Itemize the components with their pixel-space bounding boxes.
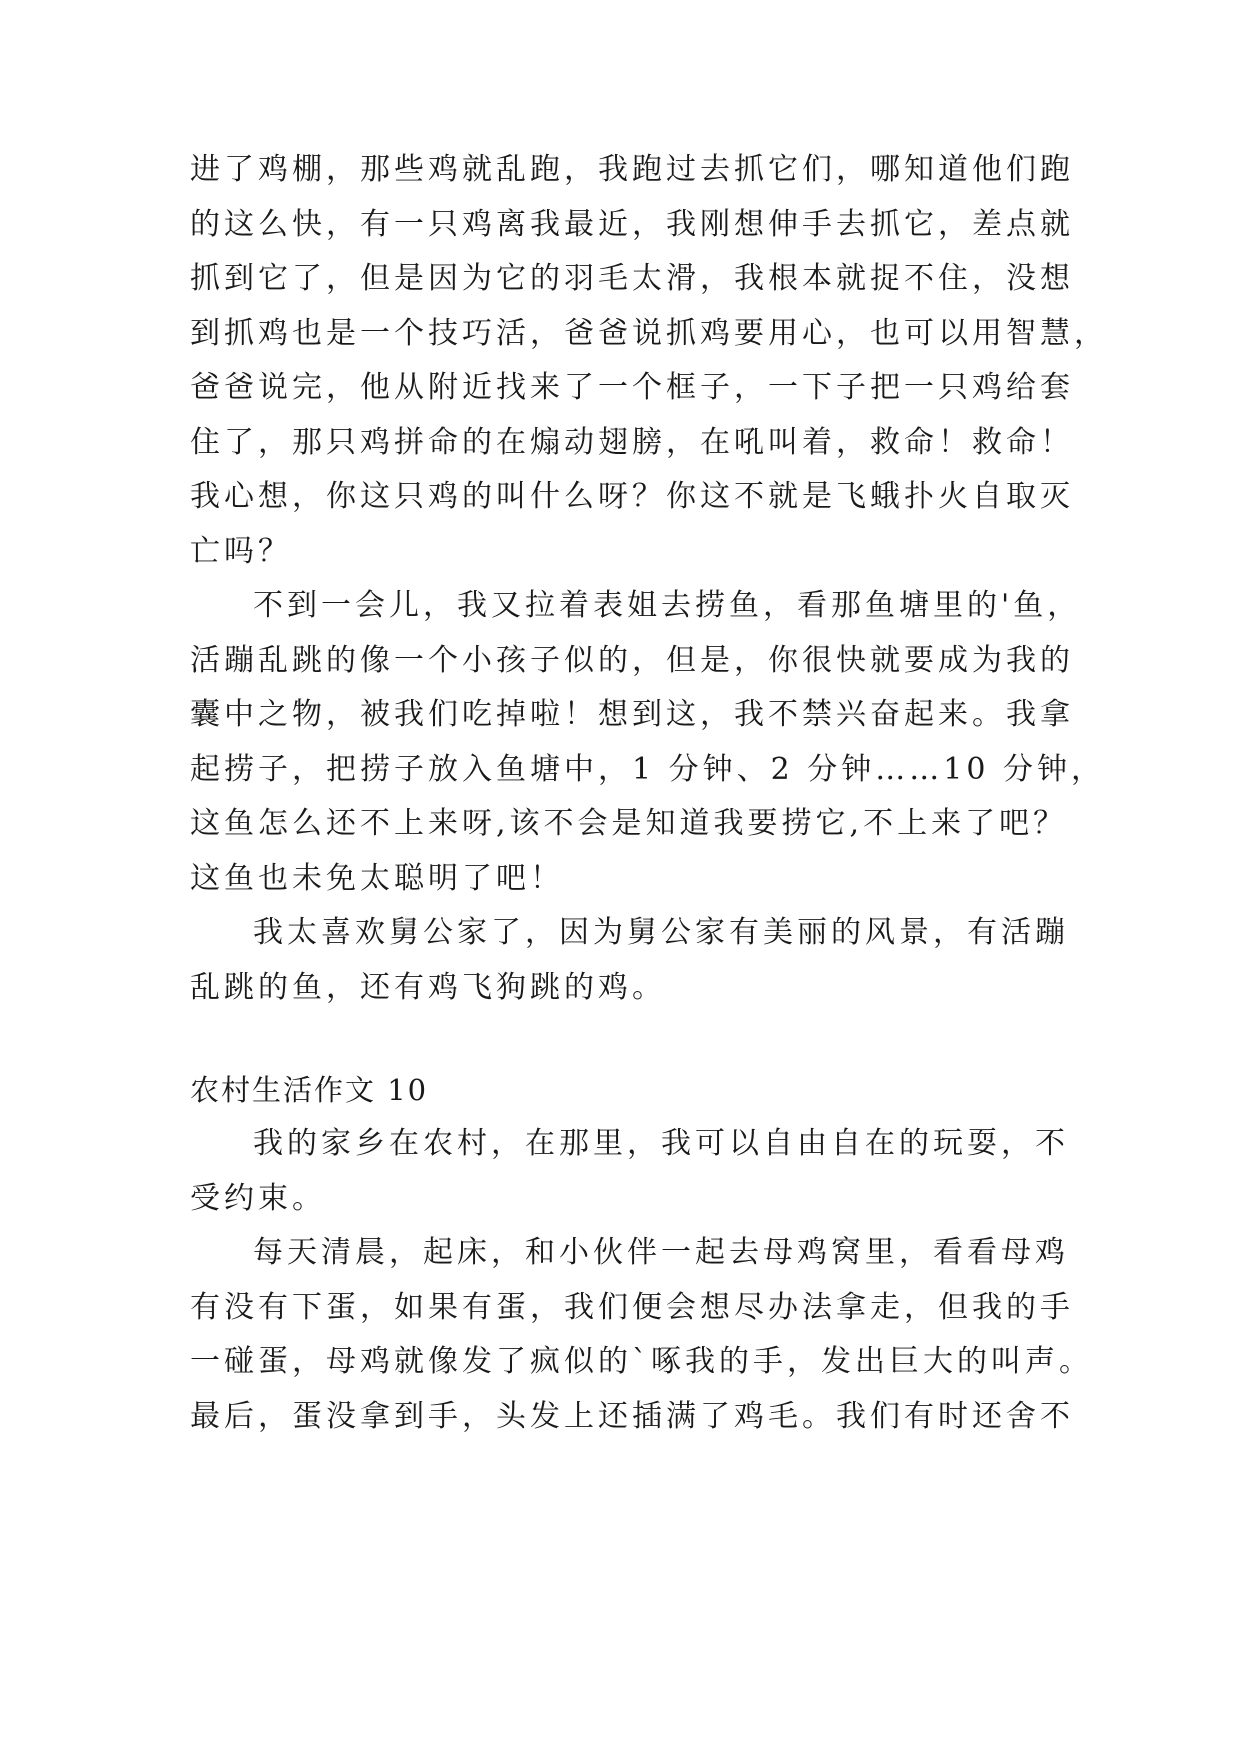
paragraph-line: 到抓鸡也是一个技巧活，爸爸说抓鸡要用心，也可以用智慧，	[190, 316, 1108, 351]
paragraph-line: 我心想，你这只鸡的叫什么呀？你这不就是飞蛾扑火自取灭	[190, 479, 1074, 514]
paragraph-line: 住了，那只鸡拼命的在煽动翅膀，在吼叫着，救命！救命！	[190, 425, 1074, 460]
paragraph-line: 囊中之物，被我们吃掉啦！想到这，我不禁兴奋起来。我拿	[190, 697, 1074, 732]
paragraph-first-line: 每天清晨，起床，和小伙伴一起去母鸡窝里，看看母鸡	[253, 1235, 1069, 1270]
paragraph-line: 起捞子，把捞子放入鱼塘中，1 分钟、2 分钟……10 分钟，	[190, 752, 1105, 787]
section-title: 农村生活作文 10	[190, 1073, 429, 1107]
paragraph-line: 这鱼也未免太聪明了吧！	[190, 861, 564, 896]
paragraph-line: 一碰蛋，母鸡就像发了疯似的`啄我的手，发出巨大的叫声。	[190, 1344, 1093, 1379]
paragraph-line: 受约束。	[190, 1181, 326, 1216]
paragraph-first-line: 我太喜欢舅公家了，因为舅公家有美丽的风景，有活蹦	[253, 915, 1069, 950]
paragraph-line: 最后，蛋没拿到手，头发上还插满了鸡毛。我们有时还舍不	[190, 1399, 1074, 1434]
paragraph-line: 这鱼怎么还不上来呀,该不会是知道我要捞它,不上来了吧？	[190, 806, 1068, 841]
paragraph-line: 活蹦乱跳的像一个小孩子似的，但是，你很快就要成为我的	[190, 643, 1074, 678]
paragraph-first-line: 我的家乡在农村，在那里，我可以自由自在的玩耍，不	[253, 1126, 1069, 1161]
paragraph-line: 进了鸡棚，那些鸡就乱跑，我跑过去抓它们，哪知道他们跑	[190, 152, 1074, 187]
paragraph-line: 亡吗？	[190, 534, 292, 569]
paragraph-line: 抓到它了，但是因为它的羽毛太滑，我根本就捉不住，没想	[190, 261, 1074, 296]
paragraph-line: 有没有下蛋，如果有蛋，我们便会想尽办法拿走，但我的手	[190, 1290, 1074, 1325]
paragraph-line: 乱跳的鱼，还有鸡飞狗跳的鸡。	[190, 970, 666, 1005]
paragraph-line: 的这么快，有一只鸡离我最近，我刚想伸手去抓它，差点就	[190, 207, 1074, 242]
paragraph-first-line: 不到一会儿，我又拉着表姐去捞鱼，看那鱼塘里的'鱼，	[253, 588, 1082, 623]
paragraph-line: 爸爸说完，他从附近找来了一个框子，一下子把一只鸡给套	[190, 370, 1074, 405]
